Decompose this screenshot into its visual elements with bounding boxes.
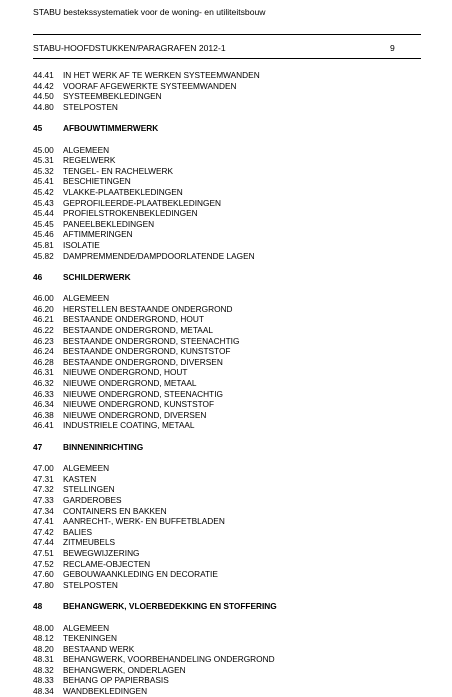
list-item	[33, 420, 421, 431]
item-title: DAMPREMMENDE/DAMPDOORLATENDE LAGEN	[63, 250, 255, 261]
item-code: 46.33	[33, 388, 54, 399]
section-code: 48	[33, 601, 43, 612]
item-code: 45.31	[33, 155, 54, 166]
item-code: 46.22	[33, 325, 54, 336]
item-code: 47.31	[33, 473, 54, 484]
item-title: BEHANGWERK, ONDERLAGEN	[63, 664, 186, 675]
item-code: 45.46	[33, 229, 54, 240]
section-code: 45	[33, 123, 43, 134]
item-title: AFTIMMERINGEN	[63, 229, 133, 240]
list-item	[33, 484, 421, 495]
list-item	[33, 389, 421, 400]
item-code: 47.00	[33, 463, 54, 474]
item-code: 45.43	[33, 197, 54, 208]
item-title: REGELWERK	[63, 155, 116, 166]
item-code: 47.33	[33, 494, 54, 505]
item-code: 47.52	[33, 558, 54, 569]
item-title: NIEUWE ONDERGROND, KUNSTSTOF	[63, 399, 215, 410]
list-item	[33, 367, 421, 378]
item-title: KASTEN	[63, 473, 97, 484]
item-title: IN HET WERK AF TE WERKEN SYSTEEMWANDEN	[63, 70, 260, 80]
list-item	[33, 240, 421, 251]
item-code: 46.34	[33, 399, 54, 410]
item-title: PROFIELSTROKENBEKLEDINGEN	[63, 208, 198, 219]
item-title: ZITMEUBELS	[63, 537, 116, 548]
list-item	[33, 633, 421, 644]
item-title: BESTAANDE ONDERGROND, HOUT	[63, 314, 204, 325]
section-heading	[33, 442, 421, 453]
list-item	[33, 145, 421, 156]
list-item	[33, 229, 421, 240]
item-code: 45.45	[33, 218, 54, 229]
item-code: 48.00	[33, 622, 54, 633]
item-code: 47.80	[33, 579, 54, 590]
list-item	[33, 548, 421, 559]
item-title: ALGEMEEN	[63, 144, 110, 155]
list-item	[33, 357, 421, 368]
document-subtitle: STABU-HOOFDSTUKKEN/PARAGRAFEN 2012-1	[33, 43, 226, 53]
item-title: NIEUWE ONDERGROND, STEENACHTIG	[63, 388, 223, 399]
list-item	[33, 569, 421, 580]
item-code: 45.42	[33, 186, 54, 197]
item-code: 46.24	[33, 346, 54, 357]
list-item	[33, 166, 421, 177]
list-item	[33, 102, 421, 113]
list-item	[33, 399, 421, 410]
list-item	[33, 176, 421, 187]
item-code: 45.44	[33, 208, 54, 219]
list-item	[33, 378, 421, 389]
item-title: AANRECHT-, WERK- EN BUFFETBLADEN	[63, 516, 225, 527]
list-item	[33, 506, 421, 517]
item-code: 46.28	[33, 356, 54, 367]
list-item	[33, 537, 421, 548]
item-title: NIEUWE ONDERGROND, HOUT	[63, 367, 188, 378]
item-title: BESTAANDE ONDERGROND, DIVERSEN	[63, 356, 223, 367]
item-title: BALIES	[63, 526, 93, 537]
section-heading	[33, 123, 421, 134]
list-item	[33, 251, 421, 262]
item-title: GARDEROBES	[63, 494, 122, 505]
list-item	[33, 516, 421, 527]
list-item	[33, 304, 421, 315]
section-heading	[33, 601, 421, 612]
item-code: 47.32	[33, 484, 54, 495]
list-item	[33, 644, 421, 655]
item-code: 46.32	[33, 378, 54, 389]
item-title: HERSTELLEN BESTAANDE ONDERGROND	[63, 303, 233, 314]
item-code: 46.23	[33, 335, 54, 346]
item-title: PANEELBEKLEDINGEN	[63, 218, 155, 229]
list-item	[33, 665, 421, 676]
list-item	[33, 70, 421, 81]
item-code: 46.41	[33, 420, 54, 431]
item-title: STELPOSTEN	[63, 101, 118, 112]
item-title: BESTAAND WERK	[63, 643, 135, 654]
section-title: BEHANGWERK, VLOERBEDEKKING EN STOFFERING	[63, 601, 277, 612]
item-title: STELPOSTEN	[63, 579, 118, 590]
item-title: BESCHIETINGEN	[63, 176, 131, 187]
item-title: VOORAF AFGEWERKTE SYSTEEMWANDEN	[63, 80, 237, 91]
item-title: CONTAINERS EN BAKKEN	[63, 505, 167, 516]
item-code: 48.32	[33, 664, 54, 675]
section-title: SCHILDERWERK	[63, 271, 131, 282]
item-title: ALGEMEEN	[63, 463, 110, 474]
item-code: 45.00	[33, 144, 54, 155]
list-item	[33, 527, 421, 538]
item-code: 47.60	[33, 569, 54, 580]
item-code: 44.50	[33, 91, 54, 102]
item-code: 45.32	[33, 165, 54, 176]
item-code: 47.34	[33, 505, 54, 516]
item-title: BESTAANDE ONDERGROND, METAAL	[63, 325, 213, 336]
list-item	[33, 198, 421, 209]
list-item	[33, 81, 421, 92]
item-code: 46.21	[33, 314, 54, 325]
item-title: BEHANG OP PAPIERBASIS	[63, 675, 169, 686]
section-code: 46	[33, 271, 43, 282]
item-code: 48.12	[33, 633, 54, 644]
section-code: 47	[33, 441, 43, 452]
list-item	[33, 686, 421, 697]
item-code: 44.42	[33, 80, 54, 91]
item-title: BEWEGWIJZERING	[63, 547, 140, 558]
item-code: 48.31	[33, 654, 54, 665]
item-title: GEBOUWAANKLEDING EN DECORATIE	[63, 569, 218, 580]
item-title: GEPROFILEERDE-PLAATBEKLEDINGEN	[63, 197, 221, 208]
item-title: VLAKKE-PLAATBEKLEDINGEN	[63, 186, 183, 197]
list-item	[33, 580, 421, 591]
list-item	[33, 293, 421, 304]
list-item	[33, 410, 421, 421]
list-item	[33, 463, 421, 474]
document-title: STABU bestekssystematiek voor de woning- en utiliteitsbouw	[33, 7, 266, 17]
list-item	[33, 495, 421, 506]
item-code: 48.20	[33, 643, 54, 654]
item-title: WANDBEKLEDINGEN	[63, 686, 148, 697]
section-title: AFBOUWTIMMERWERK	[63, 123, 159, 134]
item-code: 47.51	[33, 547, 54, 558]
list-item	[33, 314, 421, 325]
item-code: 46.20	[33, 303, 54, 314]
item-title: ALGEMEEN	[63, 293, 110, 304]
item-code: 44.41	[33, 70, 54, 80]
list-item	[33, 559, 421, 570]
list-item	[33, 155, 421, 166]
item-code: 47.41	[33, 516, 54, 527]
item-code: 46.38	[33, 409, 54, 420]
list-item	[33, 474, 421, 485]
item-title: NIEUWE ONDERGROND, METAAL	[63, 378, 197, 389]
item-title: ISOLATIE	[63, 239, 100, 250]
item-code: 44.80	[33, 101, 54, 112]
item-title: BESTAANDE ONDERGROND, KUNSTSTOF	[63, 346, 231, 357]
item-title: TENGEL- EN RACHELWERK	[63, 165, 174, 176]
section-title: BINNENINRICHTING	[63, 441, 144, 452]
chapter-list	[33, 70, 421, 697]
list-item	[33, 187, 421, 198]
header-rule-top	[33, 34, 421, 35]
item-title: STELLINGEN	[63, 484, 115, 495]
list-item	[33, 208, 421, 219]
item-title: BEHANGWERK, VOORBEHANDELING ONDERGROND	[63, 654, 275, 665]
item-code: 48.34	[33, 686, 54, 697]
list-item	[33, 346, 421, 357]
item-code: 45.82	[33, 250, 54, 261]
list-item	[33, 336, 421, 347]
item-title: TEKENINGEN	[63, 633, 117, 644]
item-title: SYSTEEMBEKLEDINGEN	[63, 91, 162, 102]
section-heading	[33, 272, 421, 283]
item-title: RECLAME-OBJECTEN	[63, 558, 151, 569]
item-title: NIEUWE ONDERGROND, DIVERSEN	[63, 409, 207, 420]
item-title: INDUSTRIELE COATING, METAAL	[63, 420, 195, 431]
page-number: 9	[390, 43, 395, 53]
list-item	[33, 675, 421, 686]
item-code: 46.00	[33, 293, 54, 304]
list-item	[33, 623, 421, 634]
item-code: 48.33	[33, 675, 54, 686]
item-code: 47.42	[33, 526, 54, 537]
list-item	[33, 91, 421, 102]
item-code: 45.41	[33, 176, 54, 187]
item-title: BESTAANDE ONDERGROND, STEENACHTIG	[63, 335, 240, 346]
item-code: 45.81	[33, 239, 54, 250]
list-item	[33, 325, 421, 336]
item-code: 46.31	[33, 367, 54, 378]
item-code: 47.44	[33, 537, 54, 548]
list-item	[33, 654, 421, 665]
item-title: ALGEMEEN	[63, 622, 110, 633]
header-rule-bottom	[33, 58, 421, 59]
list-item	[33, 219, 421, 230]
